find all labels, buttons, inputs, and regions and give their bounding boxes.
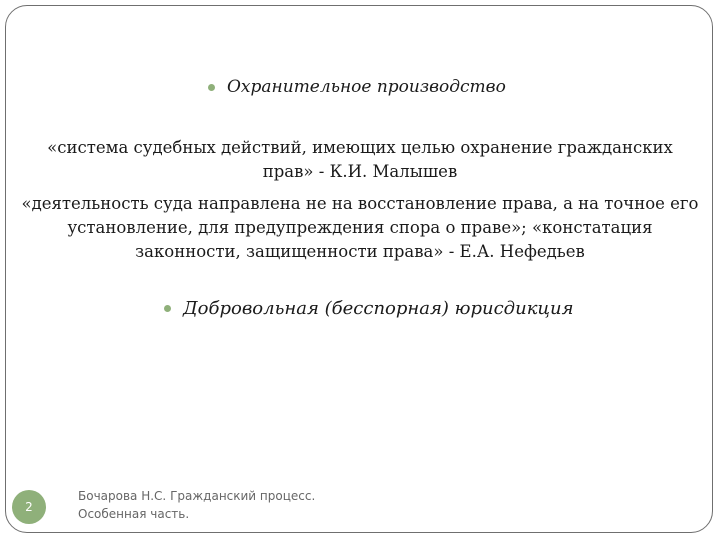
bullet-dot-icon (208, 84, 215, 91)
quote-malyshev: «система судебных действий, имеющих целью охранение гражданских прав» - К.И. Малышев (47, 138, 673, 181)
footer-line-2: Особенная часть. (78, 507, 190, 521)
quote-nefedyev: «деятельность суда направлена не на восстановление права, а на точное его установление, для предупреждения спора о праве»; «констатация законности, защищенности права» - Е.А. Нефедьев (21, 194, 699, 261)
bullet-heading: Охранительное производство (227, 77, 506, 97)
bullet-voluntary-jurisdiction (164, 298, 574, 319)
bullet-dot-icon (164, 305, 171, 312)
bullet-protective-proceedings (208, 77, 506, 97)
footer-line-1: Бочарова Н.С. Гражданский процесс. (78, 489, 316, 503)
page-number-badge (12, 490, 46, 524)
page-number: 2 (25, 500, 33, 514)
bullet-heading: Добровольная (бесспорная) юрисдикция (183, 298, 574, 319)
footer-citation (78, 487, 315, 523)
